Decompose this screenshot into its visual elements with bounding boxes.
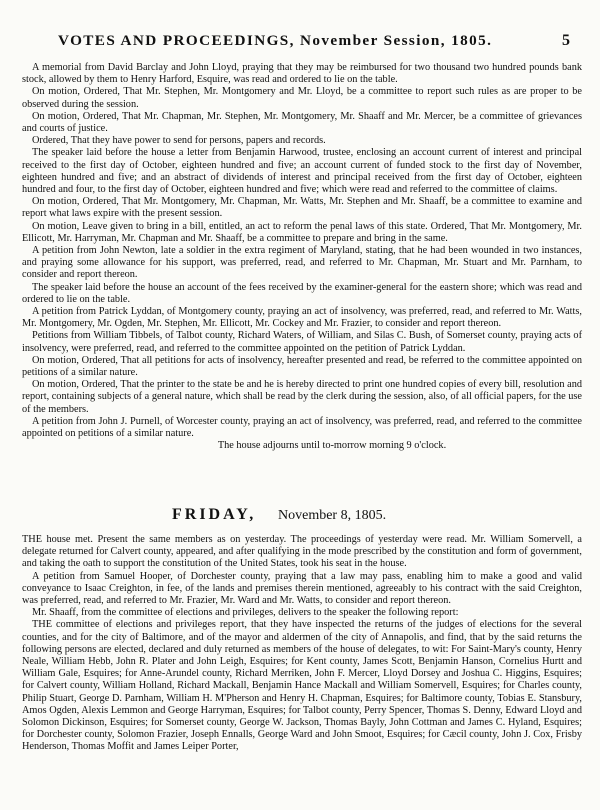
- paragraph: A petition from John Newton, late a soldier in the extra regiment of Maryland, stating, that he had been wounded in two instances, and praying some allowance for his support, was preferred, read, and referred to Mr. Chapman, Mr. Stuart and Mr. Parnham, to consider and report thereon.: [22, 245, 582, 281]
- day-name: FRIDAY,: [172, 506, 257, 523]
- paragraph: On motion, Ordered, That Mr. Stephen, Mr. Montgomery and Mr. Lloyd, be a committee to report such rules as are proper to be observed during the session.: [22, 86, 582, 110]
- paragraph: The speaker laid before the house an account of the fees received by the examiner-general for the eastern shore; which was read and ordered to lie on the table.: [22, 281, 582, 305]
- paragraph: On motion, Ordered, That the printer to the state be and he is hereby directed to print one hundred copies of every bill, resolution and report, containing subjects of a general nature, which shall be read by the clerk during the session, also, of all official papers, for the use of the members.: [22, 379, 582, 415]
- adjournment-note: The house adjourns until to-morrow morning 9 o'clock.: [217, 440, 447, 452]
- paragraph: On motion, Leave given to bring in a bill, entitled, an act to reform the penal laws of this state. Ordered, That Mr. Montgomery, Mr. Ellicott, Mr. Harryman, Mr. Chapman and Mr. Shaaff, be a committee to prepare and bring in the same.: [22, 220, 582, 244]
- day-heading: [0, 506, 600, 528]
- paragraph: A petition from Samuel Hooper, of Dorchester county, praying that a law may pass, enabling him to make a good and valid conveyance to Isaac Creighton, in fee, of the lands and premises therein mentioned, agreeably to his contract with the said Creighton, was preferred, read, and referred to Mr. Frazier, Mr. Ward and Mr. Watts, to consider and report thereon.: [22, 570, 582, 607]
- paragraph: A memorial from David Barclay and John Lloyd, praying that they may be reimbursed for two thousand two hundred pounds bank stock, allowed by them to Henry Harford, Esquire, was read and ordered to lie on the table.: [22, 62, 582, 86]
- day-date: November 8, 1805.: [278, 508, 387, 523]
- paragraph: Petitions from William Tibbels, of Talbot county, Richard Waters, of William, and Silas C. Bush, of Somerset county, praying acts of insolvency, were preferred, read, and referred to the committee appointed on the petition of Patrick Lyddan.: [22, 330, 582, 354]
- paragraph: THE house met. Present the same members as on yesterday. The proceedings of yesterday were read. Mr. William Somervell, a delegate returned for Calvert county, appeared, and after qualifying in the mode prescribed by the constitution and form of government, and taking the oath to support the constitution of the United States, took his seat in the house.: [22, 534, 582, 570]
- paragraph: On motion, Ordered, That Mr. Montgomery, Mr. Chapman, Mr. Watts, Mr. Stephen and Mr. Shaaff, be a committee to examine and report what laws expire with the present session.: [22, 196, 582, 220]
- paragraph: The speaker laid before the house a letter from Benjamin Harwood, trustee, enclosing an account current of interest and principal received to the first day of October, eighteen hundred and five; an account current of funded stock to the first day of November, eighteen hundred and five; and an abstract of dividends of interest and principal received from the first day of October, eighteen hundred and four, to the first day of October, eighteen hundred and five; which were read and referred to the committee of claims.: [22, 147, 582, 196]
- paragraph: Mr. Shaaff, from the committee of elections and privileges, delivers to the speaker the following report:: [32, 607, 459, 619]
- running-title: VOTES AND PROCEEDINGS, November Session, 1805.: [58, 32, 493, 49]
- paragraph: A petition from Patrick Lyddan, of Montgomery county, praying an act of insolvency, was preferred, read, and referred to Mr. Watts, Mr. Montgomery, Mr. Ogden, Mr. Stephen, Mr. Ellicott, Mr. Cockey and Mr. Frazier, to consider and report thereon.: [22, 306, 582, 330]
- paragraph: THE committee of elections and privileges report, that they have inspected the returns of the judges of elections for the several counties, and for the city of Baltimore, and of the mayor and aldermen of the city of Annapolis, and find, that by the said returns the following persons are elected, declared and duly returned as members of the house of delegates, to wit: For Saint-Mary's county, Henry Neale, William Hebb, John R. Plater and John Leigh, Esquires; for Kent county, James Scott, Benjamin Hanson, Cornelius Hurtt and William Gale, Esquires; for Anne-Arundel county, Richard Merriken, John F. Mercer, Lloyd Dorsey and Joshua C. Higgins, Esquires; for Calvert county, William Holland, Richard Mackall, Benjamin Hance Mackall and William Somervell, Esquires; for Charles county, Philip Stuart, George D. Parnham, William H. M'Pherson and Henry H. Chapman, Esquires; for Baltimore county, Tobias E. Stansbury, Amos Ogden, Alexis Lemmon and George Harryman, Esquires; for Talbot county, Perry Spencer, Thomas S. Denny, Edward Lloyd and Solomon Dickinson, Esquires; for Somerset county, George W. Jackson, Thomas Bayly, John Cottman and James C. Hyland, Esquires; for Dorchester county, Solomon Frazier, Joseph Ennalls, George Ward and John Smoot, Esquires; for Cæcil county, John J. Cox, Frisby Henderson, Thomas Moffit and James Leiper Porter,: [22, 619, 582, 753]
- paragraph: Ordered, That they have power to send for persons, papers and records.: [32, 135, 326, 147]
- page-number: 5: [562, 32, 570, 49]
- proceedings-section-2: [22, 534, 582, 754]
- proceedings-section-1: [22, 62, 582, 453]
- page-header: [0, 32, 600, 54]
- paragraph: On motion, Ordered, That Mr. Chapman, Mr. Stephen, Mr. Montgomery, Mr. Shaaff and Mr. Mercer, be a committee of grievances and courts of justice.: [22, 110, 582, 135]
- paragraph: On motion, Ordered, That all petitions for acts of insolvency, hereafter presented and read, be referred to the committee appointed on petitions of a similar nature.: [22, 354, 582, 379]
- paragraph: A petition from John J. Purnell, of Worcester county, praying an act of insolvency, was preferred, read, and referred to the committee appointed on petitions of a similar nature.: [22, 415, 582, 440]
